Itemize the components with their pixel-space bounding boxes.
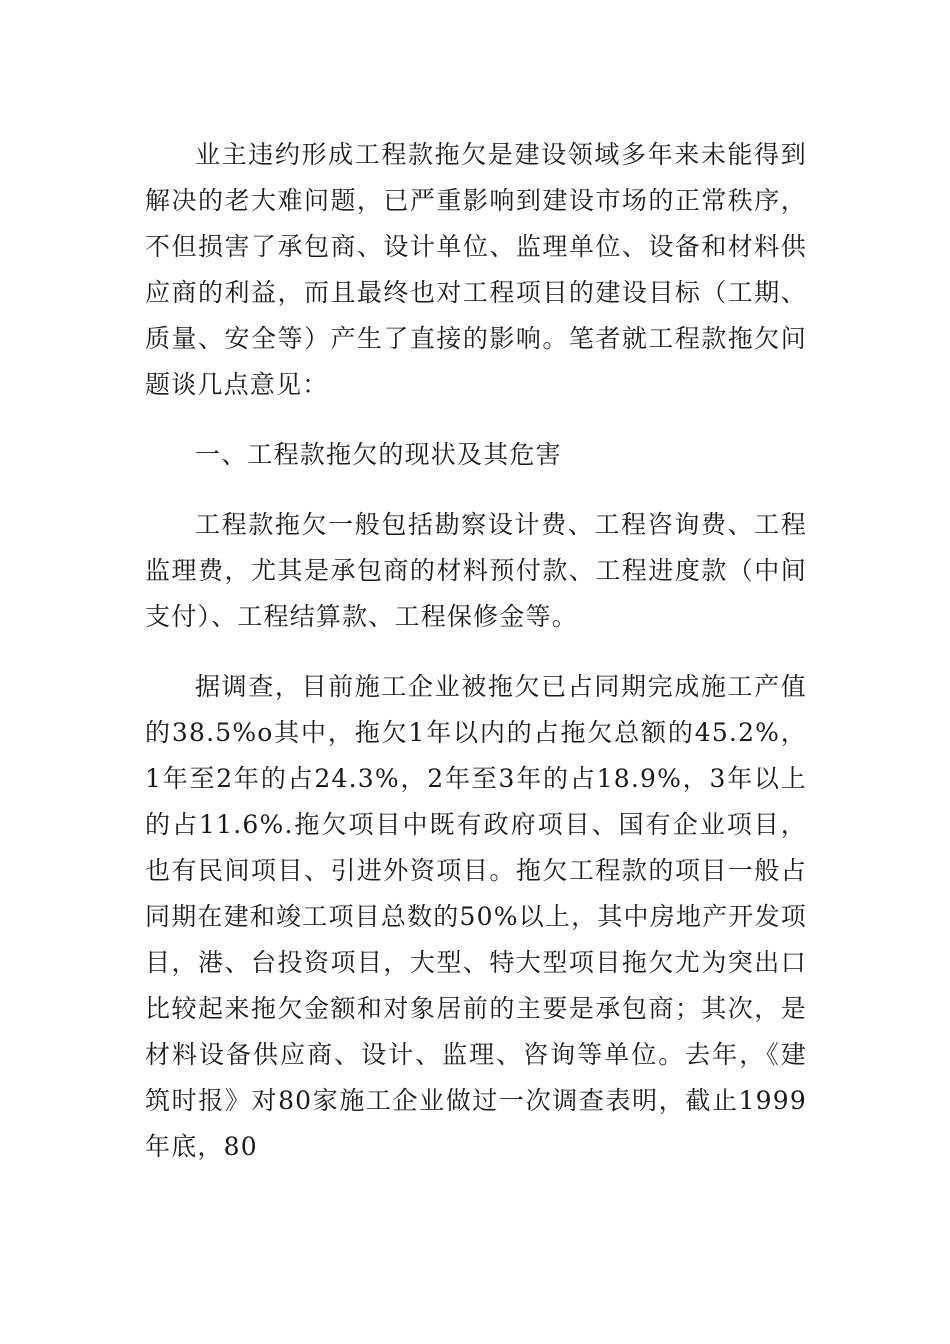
paragraph-intro: 业主违约形成工程款拖欠是建设领域多年来未能得到解决的老大难问题，已严重影响到建设市场的正常秩序，不但损害了承包商、设计单位、监理单位、设备和材料供应商的利益，而且最终也对工程项目的建设目标（工期、质量、安全等）产生了直接的影响。笔者就工程款拖欠问题谈几点意见：: [145, 140, 807, 399]
section-heading: 一、工程款拖欠的现状及其危害: [195, 440, 562, 469]
paragraph-survey: 据调查，目前施工企业被拖欠已占同期完成施工产值的38.5%o其中，拖欠1年以内的占拖欠总额的45.2%，1年至2年的占24.3%，2年至3年的占18.9%，3年以上的占11.6%.拖欠项目中既有政府项目、国有企业项目，也有民间项目、引进外资项目。拖欠工程款的项目一般占同期在建和竣工项目总数的50%以上，其中房地产开发项目，港、台投资项目，大型、特大型项目拖欠尤为突出口比较起来拖欠金额和对象居前的主要是承包商；其次，是材料设备供应商、设计、监理、咨询等单位。去年，《建筑时报》对80家施工企业做过一次调查表明，截止1999年底，80: [145, 672, 807, 1161]
document-body: [145, 132, 807, 1194]
paragraph-definition: 工程款拖欠一般包括勘察设计费、工程咨询费、工程监理费，尤其是承包商的材料预付款、工程进度款（中间支付）、工程结算款、工程保修金等。: [145, 510, 807, 631]
